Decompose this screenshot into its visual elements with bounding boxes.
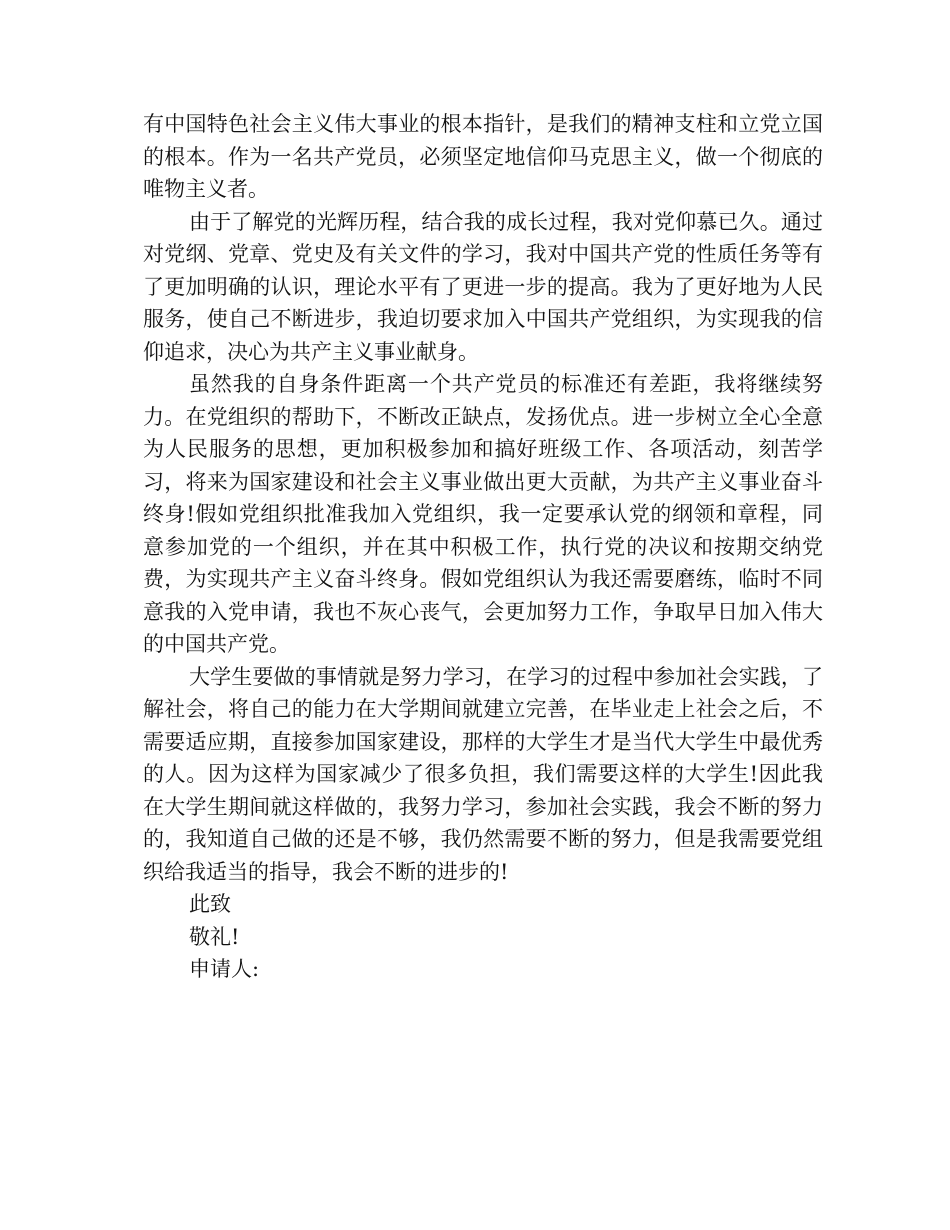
paragraph-commitment: 虽然我的自身条件距离一个共产党员的标准还有差距，我将继续努力。在党组织的帮助下，不断改正缺点，发扬优点。进一步树立全心全意为人民服务的思想，更加积极参加和搞好班级工作、各项活动，刻苦学习，将来为国家建设和社会主义事业做出更大贡献，为共产主义事业奋斗终身!假如党组织批准我加入党组织，我一定要承认党的纲领和章程，同意参加党的一个组织，并在其中积极工作，执行党的决议和按期交纳党费，为实现共产主义奋斗终身。假如党组织认为我还需要磨练，临时不同意我的入党申请，我也不灰心丧气，会更加努力工作，争取早日加入伟大的中国共产党。 (143, 372, 823, 656)
document-body (143, 108, 823, 986)
paragraph-party-history: 由于了解党的光辉历程，结合我的成长过程，我对党仰慕已久。通过对党纲、党章、党史及有关文件的学习，我对中国共产党的性质任务等有了更加明确的认识，理论水平有了更进一步的提高。我为了更好地为人民服务，使自己不断进步，我迫切要求加入中国共产党组织，为实现我的信仰追求，决心为共产主义事业献身。 (143, 209, 823, 364)
paragraph-continuation: 有中国特色社会主义伟大事业的根本指针，是我们的精神支柱和立党立国的根本。作为一名共产党员，必须坚定地信仰马克思主义，做一个彻底的唯物主义者。 (143, 112, 823, 201)
paragraph-student-duty: 大学生要做的事情就是努力学习，在学习的过程中参加社会实践，了解社会，将自己的能力在大学期间就建立完善，在毕业走上社会之后，不需要适应期，直接参加国家建设，那样的大学生才是当代大学生中最优秀的人。因为这样为国家减少了很多负担，我们需要这样的大学生!因此我在大学生期间就这样做的，我努力学习，参加社会实践，我会不断的努力的，我知道自己做的还是不够，我仍然需要不断的努力，但是我需要党组织给我适当的指导，我会不断的进步的! (143, 664, 823, 884)
applicant-label: 申请人: (189, 957, 260, 981)
closing-regards: 敬礼! (189, 924, 240, 949)
closing-salutation: 此致 (189, 892, 231, 916)
